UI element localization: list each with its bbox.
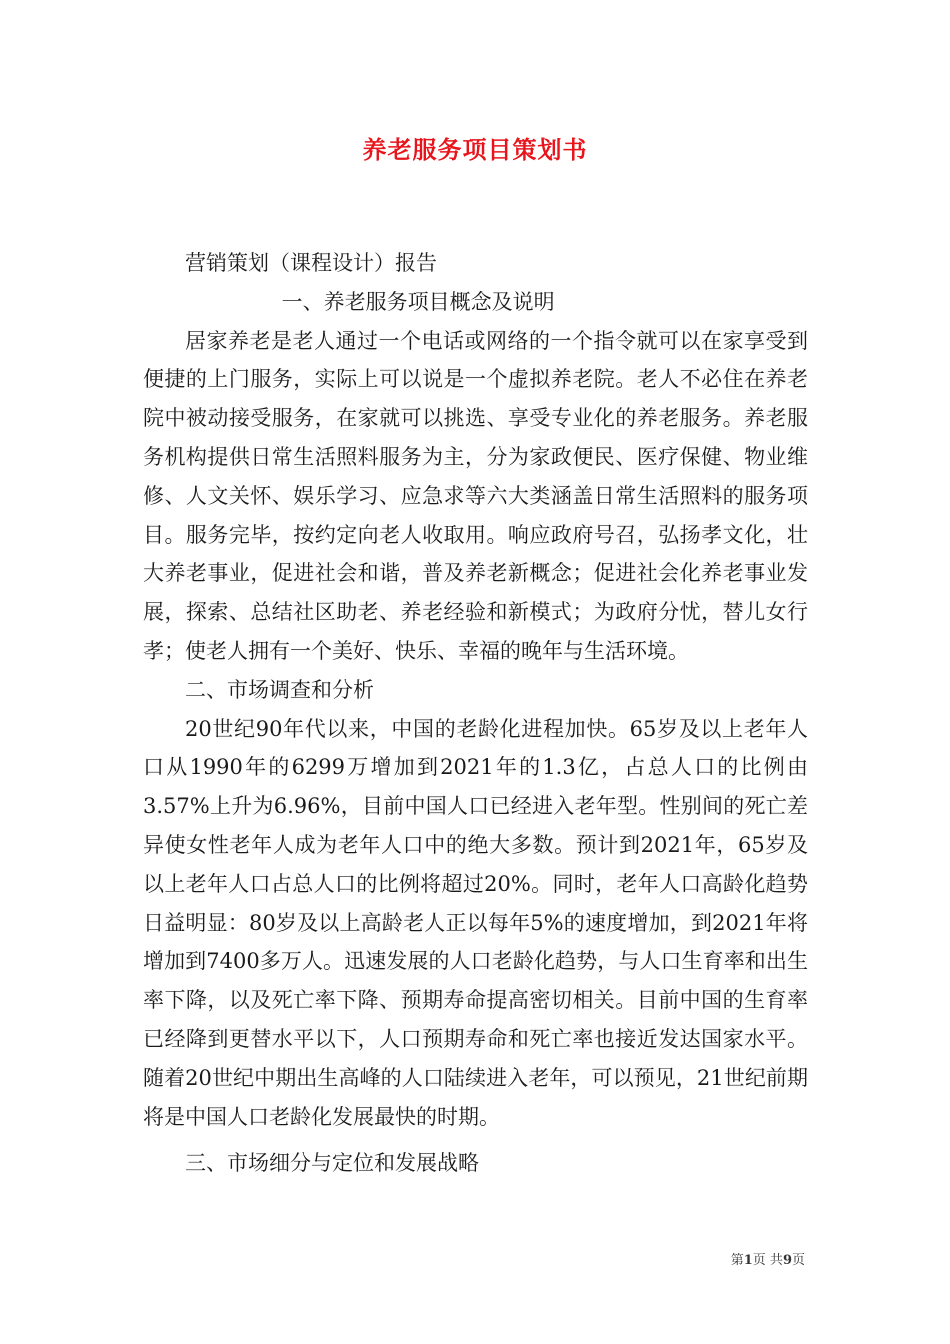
footer-middle: 页 共: [752, 1253, 783, 1268]
document-body: [143, 244, 808, 1183]
footer-total-pages: 9: [782, 1253, 792, 1268]
section-2-heading: 二、市场调查和分析: [185, 677, 374, 702]
footer-prefix: 第: [730, 1253, 744, 1268]
section-3-heading: 三、市场细分与定位和发展战略: [185, 1151, 479, 1176]
section-2-paragraph: 20世纪90年代以来，中国的老龄化进程加快。65岁及以上老年人口从1990年的6299万增加到2021年的1.3亿，占总人口的比例由3.57%上升为6.96%，目前中国人口已经进入老年型。性别间的死亡差异使女性老年人成为老年人口中的绝大多数。预计到2021年，65岁及以上老年人口占总人口的比例将超过20%。同时，老年人口高龄化趋势日益明显：80岁及以上高龄老人正以每年5%的速度增加，到2021年将增加到7400多万人。迅速发展的人口老龄化趋势，与人口生育率和出生率下降，以及死亡率下降、预期寿命提高密切相关。目前中国的生育率已经降到更替水平以下，人口预期寿命和死亡率也接近发达国家水平。随着20世纪中期出生高峰的人口陆续进入老年，可以预见，21世纪前期将是中国人口老龄化发展最快的时期。: [143, 716, 808, 1129]
footer-current-page: 1: [743, 1253, 753, 1268]
document-title: 养老服务项目策划书: [362, 135, 588, 164]
section-1-paragraph: 居家养老是老人通过一个电话或网络的一个指令就可以在家享受到便捷的上门服务，实际上可以说是一个虚拟养老院。老人不必住在养老院中被动接受服务，在家就可以挑选、享受专业化的养老服务。养老服务机构提供日常生活照料服务为主，分为家政便民、医疗保健、物业维修、人文关怀、娱乐学习、应急求等六大类涵盖日常生活照料的服务项目。服务完毕，按约定向老人收取用。响应政府号召，弘扬孝文化，壮大养老事业，促进社会和谐，普及养老新概念；促进社会化养老事业发展，探索、总结社区助老、养老经验和新模式；为政府分忧，替儿女行孝；使老人拥有一个美好、快乐、幸福的晚年与生活环境。: [143, 328, 808, 663]
page-footer: [731, 1249, 805, 1268]
footer-suffix: 页: [791, 1253, 805, 1268]
section-1-heading: 一、养老服务项目概念及说明: [281, 289, 555, 314]
report-subtitle: 营销策划（课程设计）报告: [185, 251, 437, 275]
